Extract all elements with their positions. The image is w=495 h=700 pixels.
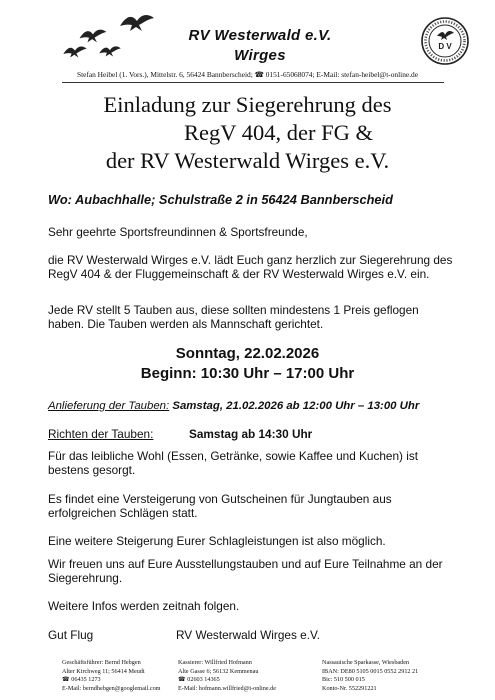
closing-paragraph: Wir freuen uns auf Eure Ausstellungstauben und auf Eure Teilnahme an der Siegerehrung. — [48, 557, 443, 585]
performance-paragraph: Eine weitere Steigerung Eurer Schlagleistungen ist also möglich. — [48, 534, 386, 548]
club-name-line1: RV Westerwald e.V. — [188, 27, 332, 44]
contact-line: Stefan Heibel (1. Vors.), Mittelstr. 6, 56424 Bannberscheid; ☎ 0151-65068074; E-Mail: stefan-heibel@t-online.de — [76, 70, 419, 79]
signoff-club: RV Westerwald Wirges e.V. — [176, 628, 321, 642]
signoff-greeting: Gut Flug — [48, 628, 94, 642]
footer-line: Alte Gasse 6; 56132 Kemmenau — [178, 667, 259, 675]
footer-line: Bic: 510 500 015 — [322, 676, 365, 684]
footer-line: Kassierer: Willfried Hofmann — [178, 659, 252, 666]
event-date: Sonntag, 22.02.2026 — [175, 345, 320, 362]
pigeon-icon — [98, 44, 122, 59]
footer-line: Geschäftsführer: Bernd Hebgen — [62, 659, 141, 666]
judging-row — [48, 427, 458, 441]
logo-text: D V — [438, 42, 452, 51]
title-line3: der RV Westerwald Wirges e.V. — [105, 148, 390, 173]
footer-bank — [322, 659, 418, 693]
more-info-paragraph: Weitere Infos werden zeitnah folgen. — [48, 599, 240, 613]
footer-manager — [62, 659, 160, 693]
greeting: Sehr geehrte Sportsfreundinnen & Sportsfreunde, — [48, 225, 308, 239]
food-paragraph: Für das leibliche Wohl (Essen, Getränke, sowie Kaffee und Kuchen) ist bestens gesorgt. — [48, 449, 419, 477]
footer-line: ☎ 02603 14365 — [178, 676, 220, 684]
judging-label: Richten der Tauben: — [48, 427, 154, 441]
footer-line: IBAN: DE80 5105 0015 0552 2912 21 — [322, 667, 419, 675]
pigeon-icon — [118, 12, 156, 34]
footer-treasurer — [178, 659, 276, 693]
invitation-paragraph: die RV Westerwald Wirges e.V. lädt Euch ganz herzlich zur Siegerehrung des RegV 404 & der Fluggemeinschaft & der RV Westerwald Wirges e.V. ein. — [48, 253, 453, 281]
footer-line: Alter Kirchweg 11; 56414 Meudt — [62, 667, 145, 675]
title-line1: Einladung zur Siegerehrung des — [103, 92, 392, 117]
signoff-row — [48, 628, 458, 642]
delivery-label: Anlieferung der Tauben: — [48, 400, 170, 412]
club-name-line2: Wirges — [234, 47, 286, 64]
footer-line: E-Mail: hofmann.willfried@t-online.de — [178, 684, 276, 692]
title-line2: RegV 404, der FG & — [184, 120, 373, 145]
footer-line: ☎ 06435 1273 — [62, 676, 101, 684]
judging-value: Samstag ab 14:30 Uhr — [189, 427, 313, 441]
club-name — [160, 26, 360, 66]
pigeon-icon — [78, 27, 108, 45]
footer-line: Konto-Nr. 552291221 — [322, 684, 377, 692]
event-time: Beginn: 10:30 Uhr – 17:00 Uhr — [140, 365, 355, 382]
delivery-row — [48, 399, 468, 413]
pigeon-icon — [62, 44, 88, 60]
auction-paragraph: Es findet eine Versteigerung von Gutscheinen für Jungtauben aus erfolgreichen Schlägen statt. — [48, 492, 392, 520]
verband-logo — [420, 16, 470, 66]
pigeons-paragraph: Jede RV stellt 5 Tauben aus, diese sollten mindestens 1 Preis geflogen haben. Die Tauben werden als Mannschaft gerichtet. — [48, 303, 419, 331]
location: Wo: Aubachhalle; Schulstraße 2 in 56424 Bannberscheid — [48, 192, 393, 207]
delivery-value: Samstag, 21.02.2026 ab 12:00 Uhr – 13:00 Uhr — [172, 400, 420, 412]
footer-line: E-Mail: berndhebgen@googlemail.com — [62, 684, 161, 692]
header-divider — [62, 82, 444, 83]
footer-line: Nassauische Sparkasse, Wiesbaden — [322, 659, 410, 666]
